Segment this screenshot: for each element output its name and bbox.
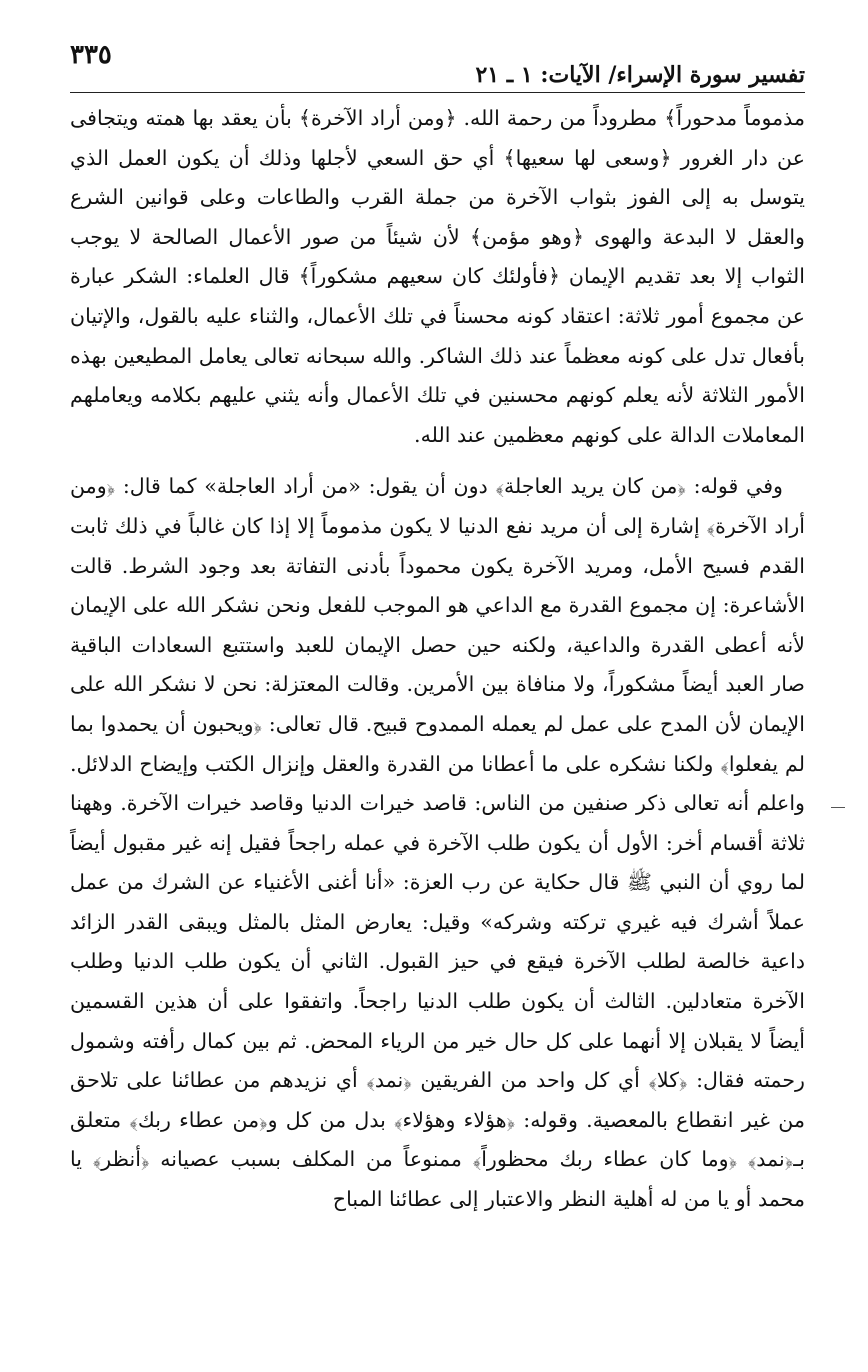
book-page <box>70 40 805 1220</box>
page-number: ٣٣٥ <box>70 40 112 70</box>
page-header <box>70 40 805 93</box>
running-title: تفسير سورة الإسراء/ الآيات: ١ ـ ٢١ <box>475 62 805 88</box>
paragraph-2: وفي قوله: ﴿من كان يريد العاجلة﴾ دون أن يقول: «من أراد العاجلة» كما قال: ﴿ومن أراد الآخرة﴾ إشارة إلى أن مريد نفع الدنيا لا يكون مذموماً إلا إذا كان غالباً في ذلك ثابت القدم فسيح الأمل، ومريد الآخرة يكون محموداً بأدنى التفاتة بعد وجود الشرط. قالت الأشاعرة: إن مجموع القدرة مع الداعي هو الموجب للفعل ونحن نشكر الله على الإيمان لأنه أعطى القدرة والداعية، ولكنه حين حصل الإيمان للعبد واستتبع السعادات الباقية صار العبد أيضاً مشكوراً، ولا منافاة بين الأمرين. وقالت المعتزلة: نحن لا نشكر الله على الإيمان لأن المدح على عمل لم يعمله الممدوح قبيح. قال تعالى: ﴿ويحبون أن يحمدوا بما لم يفعلوا﴾ ولكنا نشكره على ما أعطانا من القدرة والعقل وإنزال الكتب وإيضاح الدلائل. واعلم أنه تعالى ذكر صنفين من الناس: قاصد خيرات الدنيا وقاصد خيرات الآخرة. وههنا ثلاثة أقسام أخر: الأول أن يكون طلب الآخرة في عمله راجحاً فقيل إنه غير مقبول أيضاً لما روي أن النبي ﷺ قال حكاية عن رب العزة: «أنا أغنى الأغنياء عن الشرك من عمل عملاً أشرك فيه غيري تركته وشركه» وقيل: يعارض المثل بالمثل ويبقى القدر الزائد داعية خالصة لطلب الآخرة فيقع في حيز القبول. الثاني أن يكون طلب الدنيا وطلب الآخرة متعادلين. الثالث أن يكون طلب الدنيا راجحاً. واتفقوا على أن هذين القسمين أيضاً لا يقبلان إلا أنهما على كل حال خير من الرياء المحض. ثم بين كمال رأفته وشمول رحمته فقال: ﴿كلا﴾ أي كل واحد من الفريقين ﴿نمد﴾ أي نزيدهم من عطائنا على تلاحق من غير انقطاع بالمعصية. وقوله: ﴿هؤلاء وهؤلاء﴾ بدل من كل و﴿من عطاء ربك﴾ متعلق بـ﴿نمد﴾ ﴿وما كان عطاء ربك محظوراً﴾ ممنوعاً من المكلف بسبب عصيانه ﴿أنظر﴾ يا محمد أو يا من له أهلية النظر والاعتبار إلى عطائنا المباح <box>70 474 805 1212</box>
margin-mark <box>831 807 845 808</box>
paragraph-1: مذموماً مدحوراً﴾ مطروداً من رحمة الله. ﴿ومن أراد الآخرة﴾ بأن يعقد بها همته ويتجافى عن دار الغرور ﴿وسعى لها سعيها﴾ أي حق السعي لأجلها وذلك أن يكون العمل الذي يتوسل به إلى الفوز بثواب الآخرة من جملة القرب والطاعات وعلى قوانين الشرع والعقل لا البدعة والهوى ﴿وهو مؤمن﴾ لأن شيئاً من صور الأعمال الصالحة لا يوجب الثواب إلا بعد تقديم الإيمان ﴿فأولئك كان سعيهم مشكوراً﴾ قال العلماء: الشكر عبارة عن مجموع أمور ثلاثة: اعتقاد كونه محسناً في تلك الأعمال، والثناء عليه بالقول، والإتيان بأفعال تدل على كونه معظماً عند ذلك الشاكر. والله سبحانه تعالى يعامل المطيعين بهذه الأمور الثلاثة لأنه يعلم كونهم محسنين في تلك الأعمال وأنه يثني عليهم بكلامه ويعاملهم المعاملات الدالة على كونهم معظمين عند الله. <box>70 106 805 447</box>
